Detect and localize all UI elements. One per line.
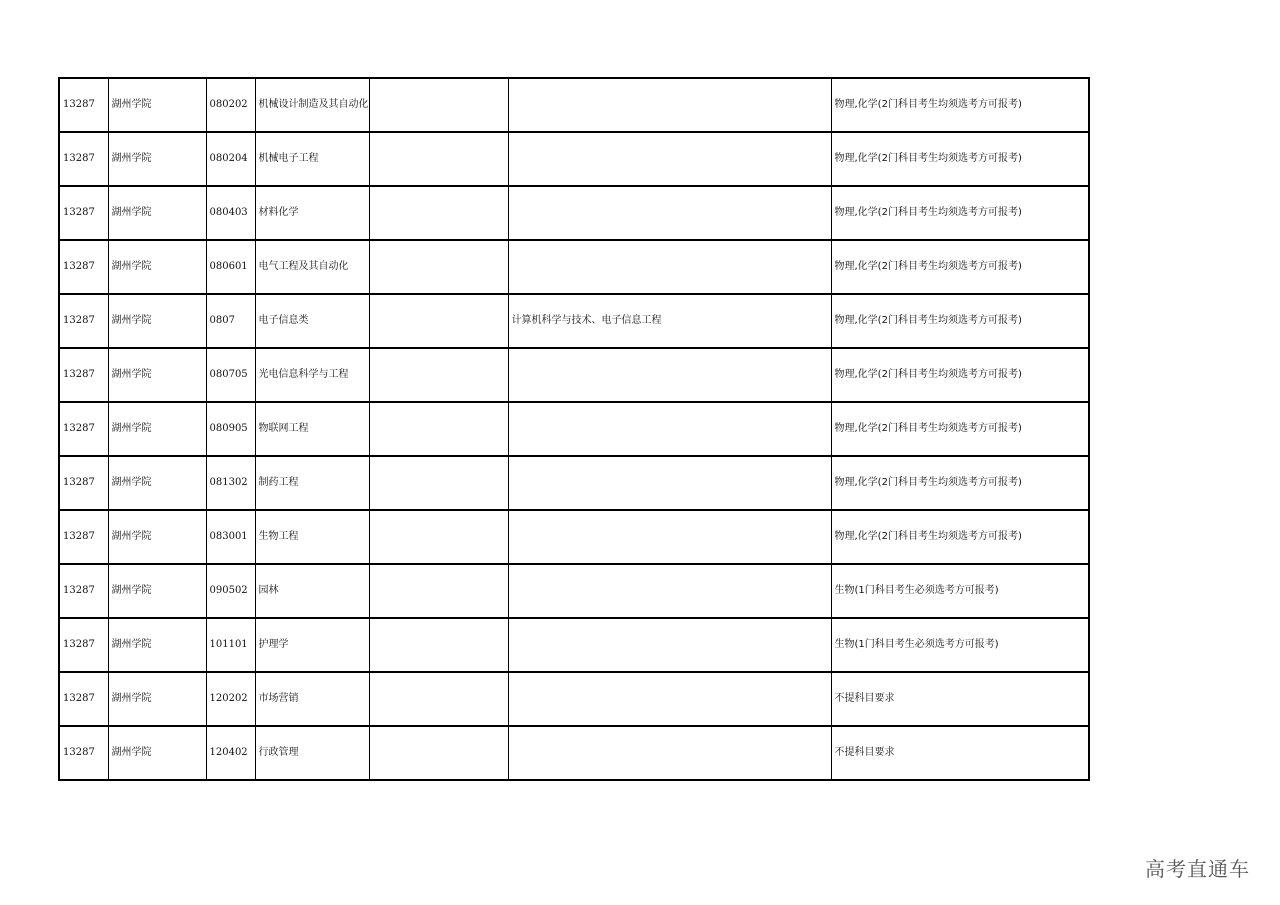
included-majors-cell [508,510,831,564]
school-name-cell: 湖州学院 [108,672,206,726]
table-body [59,78,1089,780]
major-code-cell: 081302 [206,456,255,510]
note-cell [369,564,508,618]
subject-requirement-cell: 物理,化学(2门科目考生均须选考方可报考) [831,348,1089,402]
note-cell [369,618,508,672]
major-name-cell: 行政管理 [255,726,369,780]
major-name-cell: 护理学 [255,618,369,672]
major-name-cell: 生物工程 [255,510,369,564]
major-code-cell: 120202 [206,672,255,726]
subject-requirement-cell: 物理,化学(2门科目考生均须选考方可报考) [831,186,1089,240]
note-cell [369,240,508,294]
table-row [59,564,1089,618]
school-code-cell: 13287 [59,348,108,402]
included-majors-cell: 计算机科学与技术、电子信息工程 [508,294,831,348]
included-majors-cell [508,132,831,186]
note-cell [369,294,508,348]
table-row [59,240,1089,294]
major-code-cell: 101101 [206,618,255,672]
table-row [59,348,1089,402]
major-code-cell: 080202 [206,78,255,132]
major-code-cell: 080905 [206,402,255,456]
school-name-cell: 湖州学院 [108,564,206,618]
note-cell [369,672,508,726]
included-majors-cell [508,240,831,294]
table-row [59,186,1089,240]
school-code-cell: 13287 [59,132,108,186]
table-row [59,510,1089,564]
note-cell [369,456,508,510]
major-code-cell: 080705 [206,348,255,402]
major-name-cell: 电气工程及其自动化 [255,240,369,294]
requirements-table [58,77,1090,781]
subject-requirement-cell: 生物(1门科目考生必须选考方可报考) [831,618,1089,672]
note-cell [369,186,508,240]
school-code-cell: 13287 [59,456,108,510]
subject-requirement-cell: 不提科目要求 [831,672,1089,726]
school-name-cell: 湖州学院 [108,726,206,780]
school-code-cell: 13287 [59,78,108,132]
major-name-cell: 机械设计制造及其自动化 [255,78,369,132]
major-code-cell: 120402 [206,726,255,780]
subject-requirement-cell: 物理,化学(2门科目考生均须选考方可报考) [831,132,1089,186]
school-code-cell: 13287 [59,186,108,240]
subject-requirement-cell: 不提科目要求 [831,726,1089,780]
subject-requirement-cell: 生物(1门科目考生必须选考方可报考) [831,564,1089,618]
note-cell [369,132,508,186]
table-row [59,294,1089,348]
school-code-cell: 13287 [59,402,108,456]
table-row [59,132,1089,186]
included-majors-cell [508,456,831,510]
table-row [59,456,1089,510]
included-majors-cell [508,672,831,726]
subject-requirement-cell: 物理,化学(2门科目考生均须选考方可报考) [831,294,1089,348]
major-code-cell: 080204 [206,132,255,186]
school-code-cell: 13287 [59,240,108,294]
major-code-cell: 080403 [206,186,255,240]
school-name-cell: 湖州学院 [108,78,206,132]
school-name-cell: 湖州学院 [108,186,206,240]
major-name-cell: 光电信息科学与工程 [255,348,369,402]
watermark: 高考直通车 [1145,857,1250,881]
major-name-cell: 物联网工程 [255,402,369,456]
school-code-cell: 13287 [59,672,108,726]
school-code-cell: 13287 [59,564,108,618]
school-name-cell: 湖州学院 [108,294,206,348]
table-row [59,726,1089,780]
included-majors-cell [508,348,831,402]
major-code-cell: 090502 [206,564,255,618]
included-majors-cell [508,78,831,132]
school-code-cell: 13287 [59,294,108,348]
subject-requirement-cell: 物理,化学(2门科目考生均须选考方可报考) [831,240,1089,294]
note-cell [369,726,508,780]
school-code-cell: 13287 [59,618,108,672]
note-cell [369,78,508,132]
included-majors-cell [508,726,831,780]
table-row [59,672,1089,726]
major-name-cell: 机械电子工程 [255,132,369,186]
major-code-cell: 083001 [206,510,255,564]
subject-requirement-cell: 物理,化学(2门科目考生均须选考方可报考) [831,78,1089,132]
note-cell [369,510,508,564]
table-row [59,402,1089,456]
school-name-cell: 湖州学院 [108,402,206,456]
table-row [59,618,1089,672]
major-name-cell: 园林 [255,564,369,618]
note-cell [369,402,508,456]
school-name-cell: 湖州学院 [108,510,206,564]
major-name-cell: 材料化学 [255,186,369,240]
school-code-cell: 13287 [59,510,108,564]
included-majors-cell [508,564,831,618]
major-name-cell: 市场营销 [255,672,369,726]
included-majors-cell [508,618,831,672]
subject-requirement-cell: 物理,化学(2门科目考生均须选考方可报考) [831,456,1089,510]
school-name-cell: 湖州学院 [108,240,206,294]
subject-requirement-cell: 物理,化学(2门科目考生均须选考方可报考) [831,510,1089,564]
included-majors-cell [508,186,831,240]
note-cell [369,348,508,402]
major-name-cell: 制药工程 [255,456,369,510]
school-name-cell: 湖州学院 [108,456,206,510]
included-majors-cell [508,402,831,456]
school-code-cell: 13287 [59,726,108,780]
school-name-cell: 湖州学院 [108,618,206,672]
major-code-cell: 080601 [206,240,255,294]
subject-requirement-cell: 物理,化学(2门科目考生均须选考方可报考) [831,402,1089,456]
table-row [59,78,1089,132]
major-name-cell: 电子信息类 [255,294,369,348]
major-code-cell: 0807 [206,294,255,348]
school-name-cell: 湖州学院 [108,348,206,402]
school-name-cell: 湖州学院 [108,132,206,186]
